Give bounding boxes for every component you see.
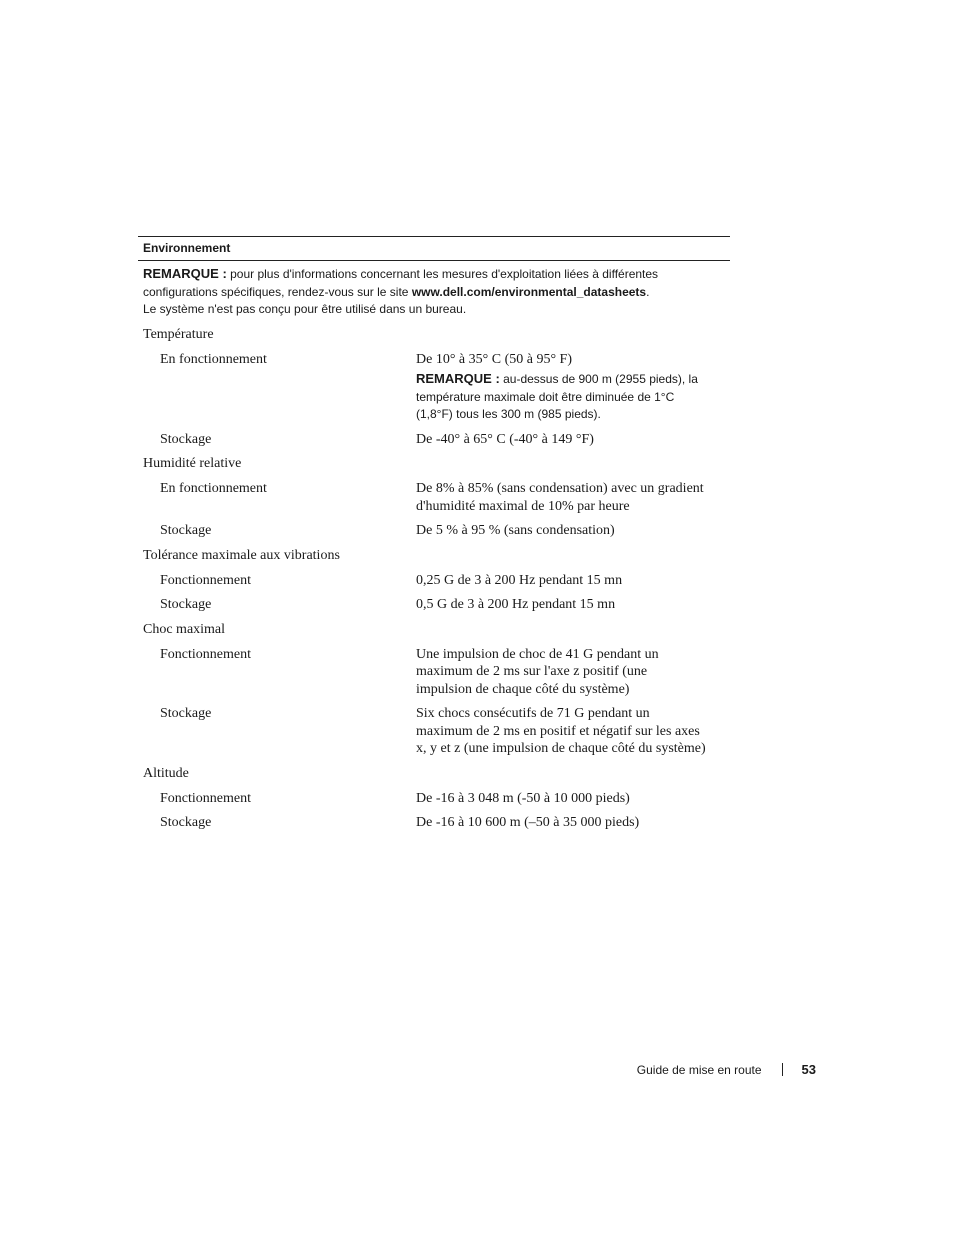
subnote-text: au-dessus de 900 m (2955 pieds), la température maximale doit être diminuée de 1°C (1,8°F) tous les 300 m (985 pieds).: [416, 372, 698, 421]
row-value: 0,25 G de 3 à 200 Hz pendant 15 mn: [416, 572, 623, 588]
datasheet-link[interactable]: www.dell.com/environmental_datasheets: [411, 284, 647, 299]
row-label: Stockage: [160, 431, 212, 447]
table-header: Environnement: [143, 241, 231, 255]
row-value: De -16 à 10 600 m (–50 à 35 000 pieds): [416, 815, 640, 830]
temperature-note: [416, 370, 706, 424]
row-value: De 5 % à 95 % (sans condensation): [416, 523, 615, 538]
row-label: En fonctionnement: [160, 351, 267, 367]
row-label: En fonctionnement: [160, 481, 267, 496]
row-label: Stockage: [160, 523, 212, 538]
row-label: Fonctionnement: [160, 790, 251, 806]
row-label: Stockage: [160, 815, 212, 830]
row-label: Fonctionnement: [160, 646, 251, 662]
row-value: De 8% à 85% (sans condensation) avec un gradient d'humidité maximal de 10% par heure: [416, 481, 704, 514]
note-text: pour plus d'informations concernant les mesures d'exploitation liées à différentes configurations spécifiques, rendez-vous sur le site: [143, 267, 659, 299]
row-value: De -40° à 65° C (-40° à 149 °F): [416, 431, 594, 447]
note-label: REMARQUE :: [143, 266, 227, 281]
table-row: [138, 705, 730, 758]
row-value: Six chocs consécutifs de 71 G pendant un maximum de 2 ms en positif et négatif sur les axes x, y et z (une impulsion de chaque côté du système): [416, 706, 706, 756]
row-label: Stockage: [160, 597, 212, 612]
table-row: [138, 522, 730, 540]
page-number: 53: [801, 1062, 816, 1077]
row-value: 0,5 G de 3 à 200 Hz pendant 15 mn: [416, 597, 616, 612]
row-value-cell: [416, 351, 706, 424]
table-row: [138, 572, 730, 590]
environment-spec-table: [138, 236, 730, 832]
page-footer: [600, 1062, 816, 1077]
note-line2: Le système n'est pas conçu pour être utilisé dans un bureau.: [143, 302, 467, 316]
footer-title: Guide de mise en route: [636, 1062, 762, 1077]
section-title-humidity: Humidité relative: [143, 456, 242, 471]
table-row: [138, 814, 730, 832]
note-text-end: .: [646, 284, 650, 299]
section-title-temperature: Température: [143, 326, 214, 342]
table-row: [138, 431, 730, 449]
row-value: De 10° à 35° C (50 à 95° F): [416, 351, 572, 367]
section-title-altitude: Altitude: [143, 765, 189, 781]
row-label: Fonctionnement: [160, 572, 251, 588]
table-row: [138, 480, 730, 515]
footer-separator: [782, 1063, 783, 1076]
row-label: Stockage: [160, 706, 212, 721]
row-value: Une impulsion de choc de 41 G pendant un maximum de 2 ms sur l'axe z positif (une impulsion de chaque côté du système): [416, 646, 659, 697]
section-title-shock: Choc maximal: [143, 621, 226, 637]
section-title-vibration: Tolérance maximale aux vibrations: [143, 547, 340, 563]
table-row: [138, 790, 730, 808]
table-row: [138, 596, 730, 614]
general-note: [138, 261, 730, 319]
subnote-label: REMARQUE :: [416, 371, 500, 386]
table-row: [138, 351, 730, 424]
table-row: [138, 646, 730, 699]
row-value: De -16 à 3 048 m (-50 à 10 000 pieds): [416, 790, 630, 806]
